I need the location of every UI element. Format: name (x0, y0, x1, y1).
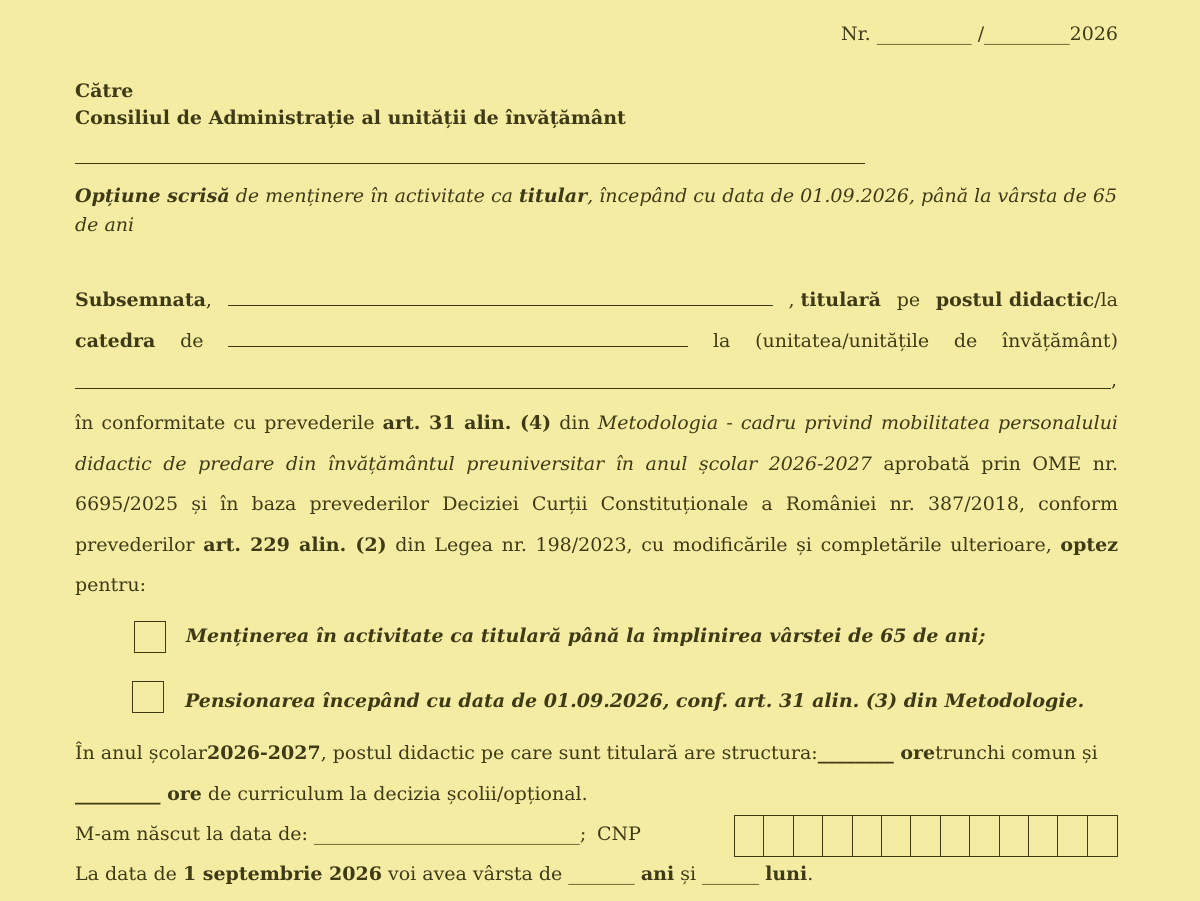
ani-label: ani (640, 863, 675, 885)
invatamant-label: învățământ) (1002, 330, 1118, 352)
de-label: de (180, 330, 204, 352)
titulara-label: titulară (800, 289, 881, 311)
option-title-bold: Opțiune scrisă (75, 185, 230, 207)
cds-hours-field[interactable]: _________ (75, 783, 161, 805)
unit-field[interactable] (75, 388, 1111, 389)
cnp-digit-box[interactable] (970, 816, 999, 856)
structure-text: În anul școlar (75, 742, 208, 764)
structure-line-2 (75, 783, 588, 805)
age-text: La data de (75, 863, 183, 885)
paragraph-bold: art. 31 alin. (4) (382, 412, 552, 434)
age-text: . (807, 863, 814, 885)
subsemnata-label: Subsemnata (75, 289, 206, 311)
trailing-comma: , (1111, 369, 1118, 391)
paragraph-text: în conformitate cu prevederile (75, 412, 383, 434)
document-number: Nr. __________ /_________2026 (841, 23, 1118, 45)
cnp-digit-box[interactable] (853, 816, 882, 856)
de-label-2: de (953, 330, 978, 352)
age-text: voi avea vârsta de _______ (381, 863, 641, 885)
option-title-text-2: , începând cu data de 01.09.2026, până la vârsta de 65 de ani (75, 185, 1118, 236)
ore-label-2: ore (160, 783, 202, 805)
cnp-digit-box[interactable] (735, 816, 764, 856)
paragraph-text: pentru: (75, 574, 146, 596)
addressee-line-2: Consiliul de Administrație al unității de învățământ (75, 107, 626, 129)
checkbox-mentinere[interactable] (134, 621, 166, 653)
structure-text: trunchi comun și (935, 742, 1098, 764)
cnp-digit-box[interactable] (1088, 816, 1117, 856)
birth-date-line[interactable]: M-am născut la data de: ____________________________; (75, 823, 587, 845)
paragraph-bold: art. 229 alin. (2) (203, 533, 387, 556)
cnp-digit-box[interactable] (941, 816, 970, 856)
reference-date: 1 septembrie 2026 (182, 863, 382, 885)
cnp-label: CNP (597, 823, 641, 845)
trunchi-hours-field[interactable]: ________ (817, 742, 894, 764)
cnp-digit-box[interactable] (823, 816, 852, 856)
option-title-bold-2: titular (518, 185, 588, 207)
paragraph-text: aprobată prin OME nr. 6695/2025 și în baza prevederilor Deciziei Curții Constituționale a României nr. 387/2018, conform prevederilor (75, 452, 1118, 556)
addressee-line-1: Către (75, 80, 134, 102)
school-year: 2026-2027 (207, 742, 321, 764)
age-text: și ______ (674, 863, 766, 885)
choice-pensionare-label: Pensionarea începând cu data de 01.09.2026, conf. art. 31 alin. (3) din Metodologie. (185, 690, 1085, 712)
cnp-digit-box[interactable] (1029, 816, 1058, 856)
option-title-text-1: de menținere în activitate ca (229, 185, 519, 207)
la-label: /la (1094, 289, 1118, 311)
declaration-line-2 (75, 330, 1118, 352)
cnp-digit-box[interactable] (764, 816, 793, 856)
structure-line-1 (75, 742, 1118, 764)
unitatea-label: (unitatea/unitățile (755, 330, 930, 352)
cnp-digit-box[interactable] (911, 816, 940, 856)
la-label-2: la (712, 330, 731, 352)
option-title (75, 182, 1118, 240)
structure-text: , postul didactic pe care sunt titulară are structura: (320, 742, 818, 764)
comma: , (205, 289, 212, 311)
cnp-digit-box[interactable] (1058, 816, 1087, 856)
cnp-digit-box[interactable] (1000, 816, 1029, 856)
paragraph-text: din (551, 412, 598, 434)
ore-label: ore (893, 742, 936, 764)
age-line (75, 863, 813, 885)
choice-mentinere-label: Menținerea în activitate ca titulară până la împlinirea vârstei de 65 de ani; (186, 625, 986, 647)
name-field[interactable] (228, 304, 773, 306)
luni-label: luni (765, 863, 808, 885)
catedra-field[interactable] (228, 345, 688, 347)
cnp-boxes[interactable] (734, 815, 1118, 857)
structure-text: de curriculum la decizia școlii/opțional. (201, 783, 588, 805)
addressee (75, 78, 626, 132)
catedra-label: catedra (75, 330, 156, 352)
methodology-title: Metodologia - cadru privind mobilitatea personalului didactic de predare din învățământul preuniversitar în anul școlar 2026-2027 (75, 412, 1119, 475)
cnp-digit-box[interactable] (794, 816, 823, 856)
cnp-digit-box[interactable] (882, 816, 911, 856)
declaration-line-1 (75, 289, 1118, 311)
paragraph-bold: optez (1060, 533, 1119, 556)
pe-label: pe (896, 289, 921, 311)
legal-paragraph (75, 403, 1118, 606)
postul-didactic-label: postul didactic (935, 289, 1095, 311)
checkbox-pensionare[interactable] (132, 681, 164, 713)
paragraph-text: din Legea nr. 198/2023, cu modificările și completările ulterioare, (386, 533, 1061, 556)
unit-name-line[interactable] (75, 163, 865, 164)
comma: , (788, 289, 795, 311)
